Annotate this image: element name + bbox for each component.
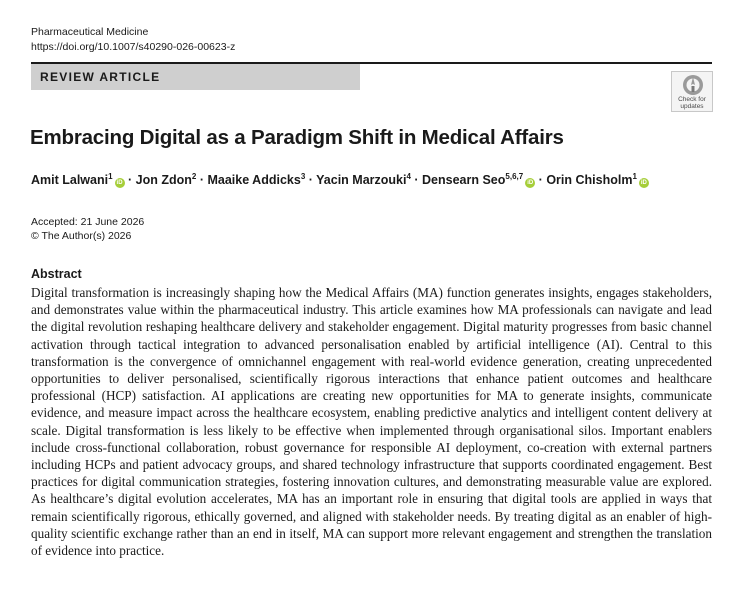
author-entry: [31, 173, 125, 187]
orcid-icon[interactable]: iD: [527, 180, 534, 186]
author-entry: [136, 173, 197, 187]
check-for-updates-badge[interactable]: [671, 71, 713, 112]
copyright-notice: © The Author(s) 2026: [31, 230, 132, 242]
article-type-banner: [31, 64, 360, 90]
author-separator: ·: [124, 173, 136, 187]
author-affiliation[interactable]: 2: [191, 172, 197, 181]
author-affiliation[interactable]: 1: [108, 172, 113, 181]
author-affiliation[interactable]: 1: [632, 172, 637, 181]
accepted-date: Accepted: 21 June 2026: [31, 216, 145, 228]
author-name[interactable]: Maaike Addicks: [207, 173, 301, 187]
abstract-text: Digital transformation is increasingly shaping how the Medical Affairs (MA) function generates insights, engages stakeholders, and demonstrates value within the pharmaceutical industry. This article examines how MA professionals can navigate and lead the digital revolution reshaping healthcare delivery and stakeholder engagement. Digital maturity progresses from basic channel activation through tactical integration to advanced personalisation enabled by artificial intelligence (AI). Central to this transformation is the convergence of omnichannel engagement with real-world evidence generation, creating unprecedented opportunities to deliver personalised, scientifically rigorous interactions that enhance patient outcomes and healthcare professional (HCP) satisfaction. AI applications are creating new opportunities for MA to generate insights, communicate evidence, and measure impact across the healthcare ecosystem, enabling predictive analytics and intelligent content delivery at scale. Digital transformation is less likely to be effective when implemented through organisational silos. Important enablers include cross-functional collaboration, robust governance for responsible AI deployment, co-creation with external partners including HCPs and patient advocacy groups, and shared technology infrastructure that supports coordinated engagement. Best practices for digital communication strategies, fostering innovation cultures, and demonstrating measurable value are explored. As healthcare’s digital evolution accelerates, MA has an important role in ensuring that digital tools are applied in ways that remain scientifically rigorous, ethically governed, and aligned with stakeholder needs. By treating digital as an enabler of high-quality scientific exchange rather than an end in itself, MA can support more relevant engagement and strengthen the translation of evidence into practice.: [31, 285, 712, 559]
author-name[interactable]: Amit Lalwani: [31, 173, 109, 187]
author-affiliation[interactable]: 3: [300, 172, 306, 181]
orcid-icon[interactable]: iD: [116, 180, 123, 186]
author-name[interactable]: Yacin Marzouki: [316, 173, 407, 187]
author-separator: ·: [535, 173, 547, 187]
author-entry: [316, 173, 411, 187]
check-for-updates-icon: [682, 74, 704, 96]
abstract-heading: Abstract: [31, 267, 82, 281]
doi-link[interactable]: https://doi.org/10.1007/s40290-026-00623-z: [31, 41, 236, 53]
author-list: [31, 171, 731, 189]
check-for-updates-label: [672, 96, 712, 110]
author-name[interactable]: Jon Zdon: [135, 173, 192, 187]
author-affiliation[interactable]: 4: [406, 172, 411, 181]
author-separator: ·: [196, 173, 208, 187]
article-type-label: REVIEW ARTICLE: [40, 70, 161, 84]
author-name[interactable]: Densearn Seo: [422, 173, 506, 187]
author-entry: [422, 173, 535, 187]
journal-name: Pharmaceutical Medicine: [31, 26, 149, 38]
check-for-updates-line2: updates: [680, 103, 704, 110]
author-name[interactable]: Orin Chisholm: [546, 173, 633, 187]
article-title: Embracing Digital as a Paradigm Shift in Medical Affairs: [30, 126, 564, 149]
author-separator: ·: [305, 173, 317, 187]
author-entry: [546, 173, 649, 187]
check-for-updates-line1: Check for: [678, 96, 706, 103]
author-entry: [207, 173, 305, 187]
author-separator: ·: [410, 173, 423, 187]
orcid-icon[interactable]: iD: [640, 180, 647, 186]
author-affiliation[interactable]: 5,6,7: [505, 172, 524, 181]
